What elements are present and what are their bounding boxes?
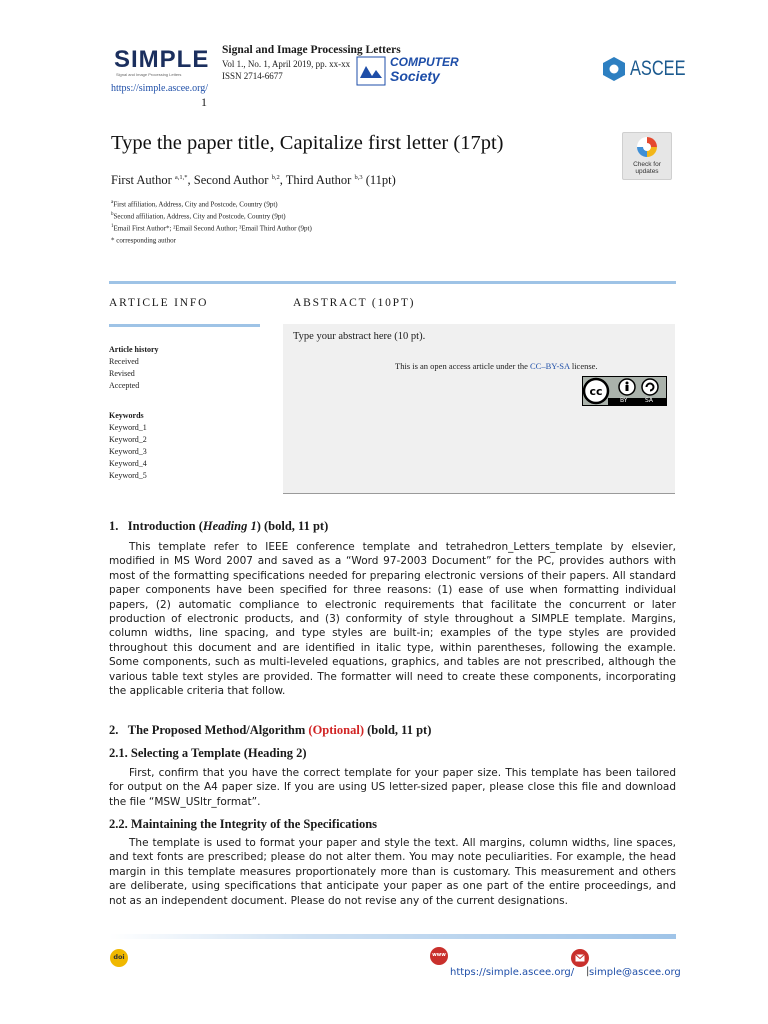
author-name: , Second Author [187, 173, 272, 187]
author-name: , Third Author [279, 173, 355, 187]
keywords-label: Keywords [109, 411, 144, 420]
journal-volume: Vol 1., No. 1, April 2019, pp. xx-xx [222, 59, 351, 69]
affiliation-mark: b [111, 212, 114, 217]
ascee-logo [602, 56, 686, 82]
license-statement [395, 361, 598, 371]
footer-url-link[interactable]: https://simple.ascee.org/ [450, 967, 575, 978]
page-number: 1 [201, 95, 207, 109]
website-icon [430, 947, 448, 965]
keyword-item: Keyword_4 [109, 459, 147, 468]
envelope-icon [575, 954, 585, 962]
affiliation-mark: 1 [111, 224, 114, 229]
keyword-item: Keyword_2 [109, 435, 147, 444]
license-text-end: license. [569, 361, 598, 371]
section-2-heading [109, 723, 431, 738]
keyword-item: Keyword_5 [109, 471, 147, 480]
check-updates-label-2: updates [635, 168, 659, 175]
section-title-italic: Heading 1 [202, 519, 257, 533]
affiliation-mark: a [111, 200, 114, 205]
affiliation-line [111, 200, 278, 208]
subsection-2-1-heading: 2.1. Selecting a Template (Heading 2) [109, 746, 307, 760]
article-info-heading: ARTICLE INFO [109, 297, 209, 309]
cc-sa-label: SA [645, 397, 654, 404]
author-affil-mark: a,1,* [174, 173, 188, 181]
check-updates-icon [636, 136, 658, 158]
svg-text:cc: cc [589, 385, 603, 398]
section-title-suffix: (bold, 11 pt) [363, 723, 432, 737]
computer-society-logo [356, 54, 472, 86]
history-accepted: Accepted [109, 381, 140, 390]
simple-logo-text: SIMPLE [114, 46, 210, 73]
history-received: Received [109, 357, 139, 366]
cc-by-label: BY [620, 397, 628, 404]
simple-logo-subtitle: Signal and Image Processing Letters [116, 72, 182, 77]
article-info-divider [109, 324, 260, 327]
subsection-2-2-paragraph: The template is used to format your paper and style the text. All margins, column widths, line spaces, and text fonts are prescribed; please do not alter them. You may note peculiarities. For example, the head margin in this template measures proportionately more than is customary. This measurement and others are deliberate, using specifications that anticipate your paper as one part of the entire proceedings, and not as an independent document. Please do not revise any of the current designations. [109, 837, 676, 907]
website-icon-label: www [432, 952, 446, 958]
corresponding-author-note: * corresponding author [111, 236, 176, 245]
affiliation-text: Second affiliation, Address, City and Postcode, Country (9pt) [113, 212, 286, 221]
section-divider [109, 281, 676, 284]
keyword-item: Keyword_1 [109, 423, 147, 432]
cs-logo-line2: Society [390, 68, 440, 84]
section-1-paragraph: This template refer to IEEE conference template and tetrahedron_Letters_template by elsevier, modified in MS Word 2007 and saved as a “Word 97-2003 Document” for the PC, provides authors with most of the formatting specifications needed for preparing electronic versions of their papers. All standard paper components have been specified for three reasons: (1) ease of use when formatting individual papers, (2) automatic compliance to electronic requirements that facilitate the concurrent or later production of electronic products, and (3) conformity of style throughout a SIMPLE template. Margins, column widths, line spacing, and type styles are built-in; examples of the type styles are provided throughout this document and are identified in italic type, within parentheses, following the example. Some components, such as multi-leveled equations, graphics, and tables are not prescribed, although the various table text styles are provided. The formatter will need to create these components, incorporating the applicable criteria that follow. [109, 541, 676, 698]
optional-tag: (Optional) [308, 723, 364, 737]
author-affil-mark: b,2 [271, 173, 280, 181]
license-text: This is an open access article under the [395, 361, 531, 371]
history-revised: Revised [109, 369, 135, 378]
ascee-hexagon-icon [602, 56, 626, 82]
subsection-2-2-heading: 2.2. Maintaining the Integrity of the Specifications [109, 817, 378, 831]
simple-logo [114, 46, 210, 78]
article-history-label: Article history [109, 345, 159, 354]
keyword-item: Keyword_3 [109, 447, 147, 456]
paper-title: Type the paper title, Capitalize first letter (17pt) [111, 132, 504, 154]
ascee-logo-text: ASCEE [630, 57, 686, 80]
author-list [111, 173, 396, 188]
abstract-box [283, 324, 675, 494]
section-title-suffix: ) (bold, 11 pt) [256, 519, 329, 533]
check-updates-label-1: Check for [633, 161, 661, 168]
cs-logo-line1: COMPUTER [390, 55, 459, 69]
cc-by-sa-badge[interactable] [582, 376, 667, 406]
journal-header [222, 44, 472, 84]
doi-icon-label: doi [113, 953, 125, 961]
author-affil-mark: b,3 [354, 173, 363, 181]
author-font-note: (11pt) [362, 173, 396, 187]
affiliation-line [111, 212, 286, 220]
affiliation-text: First affiliation, Address, City and Postcode, Country (9pt) [113, 200, 278, 209]
footer-divider [109, 934, 676, 939]
computer-society-icon [356, 56, 386, 86]
abstract-text: Type your abstract here (10 pt). [293, 331, 426, 342]
check-for-updates-badge[interactable] [622, 132, 672, 180]
subsection-2-1-paragraph: First, confirm that you have the correct template for your paper size. This template has been tailored for output on the A4 paper size. If you are using US letter-sized paper, please close this file and download the file “MSW_USltr_format”. [109, 767, 676, 808]
section-title: Introduction ( [127, 519, 203, 533]
header-url-link[interactable]: https://simple.ascee.org/ [111, 83, 209, 94]
journal-title: Signal and Image Processing Letters [222, 44, 401, 56]
journal-issn: ISSN 2714-6677 [222, 71, 283, 81]
affiliation-line [111, 236, 176, 244]
footer-separator: | [586, 966, 590, 977]
section-number: 1. [109, 519, 119, 533]
section-title: The Proposed Method/Algorithm [127, 723, 309, 737]
affiliation-text: Email First Author*; ²Email Second Author; ³Email Third Author (9pt) [113, 224, 312, 233]
author-name: First Author [111, 173, 175, 187]
abstract-heading: ABSTRACT (10PT) [293, 297, 416, 309]
doi-icon[interactable] [110, 949, 128, 967]
section-number: 2. [109, 723, 119, 737]
email-icon [571, 949, 589, 967]
affiliation-line [111, 224, 312, 232]
footer-email-link[interactable]: simple@ascee.org [589, 967, 681, 978]
section-1-heading [109, 519, 328, 534]
cc-by-sa-link[interactable]: CC–BY-SA [530, 361, 570, 371]
